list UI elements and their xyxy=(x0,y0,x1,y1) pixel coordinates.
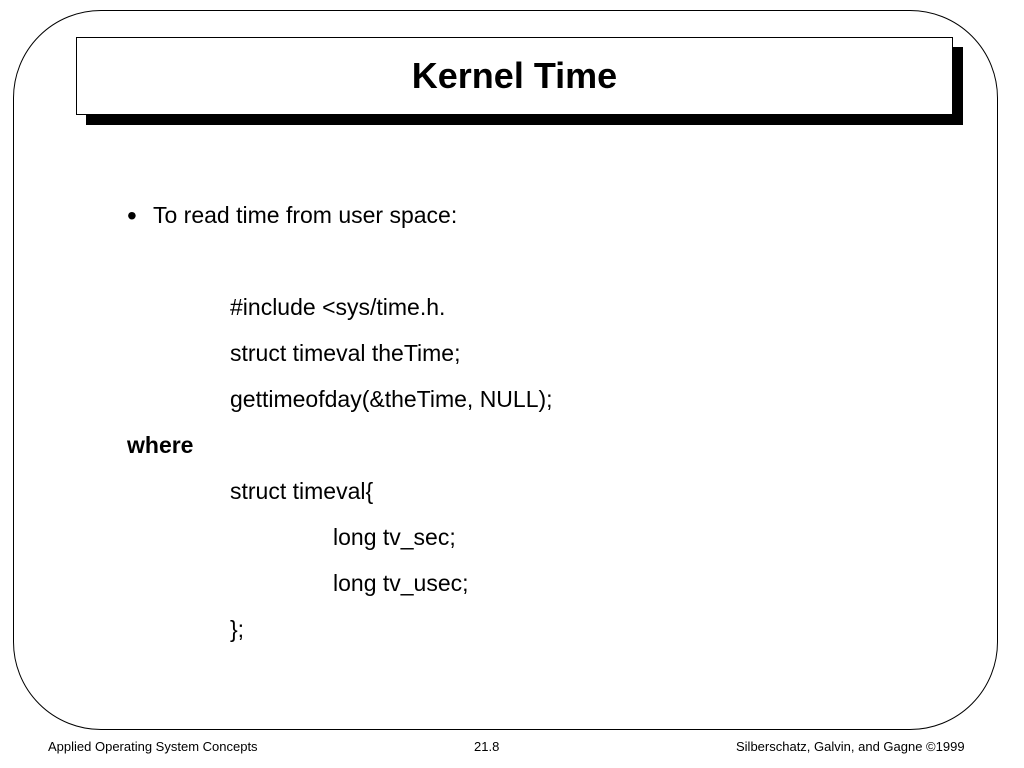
code-line: #include <sys/time.h. xyxy=(230,294,446,320)
slide-title: Kernel Time xyxy=(411,55,618,96)
bullet-icon: • xyxy=(127,200,137,231)
footer-copyright: Silberschatz, Galvin, and Gagne ©1999 xyxy=(736,739,965,754)
footer-course: Applied Operating System Concepts xyxy=(48,739,258,754)
struct-close-line: }; xyxy=(230,616,245,642)
where-label: where xyxy=(127,432,194,458)
code-line: struct timeval theTime; xyxy=(230,340,461,366)
footer-page-number: 21.8 xyxy=(474,739,500,754)
title-box xyxy=(76,37,953,115)
struct-field-line: long tv_sec; xyxy=(333,524,456,550)
bullet-text: To read time from user space: xyxy=(153,202,458,228)
struct-open-line: struct timeval{ xyxy=(230,478,374,504)
code-line: gettimeofday(&theTime, NULL); xyxy=(230,386,553,412)
struct-field-line: long tv_usec; xyxy=(333,570,469,596)
